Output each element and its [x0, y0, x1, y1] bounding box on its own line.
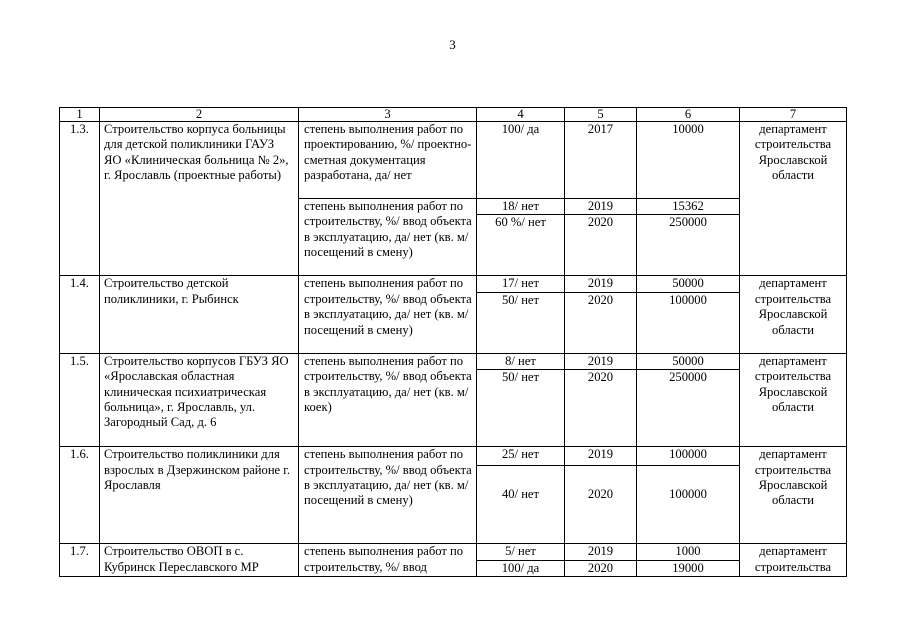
indicator-value: 18/ нет [477, 199, 565, 215]
indicator-amount: 15362 [637, 199, 740, 215]
indicator-amount: 1000 [637, 544, 740, 560]
row-number: 1.5. [60, 353, 100, 446]
column-header: 6 [637, 108, 740, 122]
responsible-dept: департамент строительства [740, 544, 847, 577]
indicator-year: 2020 [565, 215, 637, 276]
indicator-value: 17/ нет [477, 276, 565, 292]
indicator-value: 50/ нет [477, 370, 565, 447]
indicator-amount: 19000 [637, 560, 740, 576]
row-number: 1.4. [60, 276, 100, 353]
indicator-year: 2019 [565, 544, 637, 560]
indicator-value: 8/ нет [477, 353, 565, 369]
indicator-text: степень выполнения работ по строительству, %/ ввод объекта в эксплуатацию, да/ нет (кв. м/ посещений в смену) [299, 447, 477, 544]
table-row [60, 353, 847, 369]
indicator-year: 2020 [565, 560, 637, 576]
page-number: 3 [449, 37, 456, 52]
indicator-value: 40/ нет [477, 466, 565, 544]
indicator-year: 2019 [565, 353, 637, 369]
indicator-amount: 100000 [637, 447, 740, 466]
indicator-amount: 250000 [637, 370, 740, 447]
table-row [60, 122, 847, 199]
program-table [59, 107, 847, 577]
table-row [60, 447, 847, 466]
object-name: Строительство детской поликлиники, г. Рыбинск [100, 276, 299, 353]
indicator-amount: 50000 [637, 353, 740, 369]
column-header: 1 [60, 108, 100, 122]
indicator-year: 2017 [565, 122, 637, 199]
column-header: 3 [299, 108, 477, 122]
indicator-year: 2019 [565, 199, 637, 215]
object-name: Строительство поликлиники для взрослых в Дзержинском районе г. Ярославля [100, 447, 299, 544]
indicator-text: степень выполнения работ по строительству, %/ ввод объекта в эксплуатацию, да/ нет (кв. м/ коек) [299, 353, 477, 446]
indicator-text: степень выполнения работ по строительству, %/ ввод объекта в эксплуатацию, да/ нет (кв. м/ посещений в смену) [299, 199, 477, 276]
object-name: Строительство ОВОП в с. Кубринск Переславского МР [100, 544, 299, 577]
indicator-value: 100/ да [477, 560, 565, 576]
indicator-amount: 50000 [637, 276, 740, 292]
indicator-text: степень выполнения работ по проектированию, %/ проектно-сметная документация разработана, да/ нет [299, 122, 477, 199]
column-header: 4 [477, 108, 565, 122]
column-header: 2 [100, 108, 299, 122]
indicator-value: 60 %/ нет [477, 215, 565, 276]
row-number: 1.7. [60, 544, 100, 577]
header-row [60, 108, 847, 122]
indicator-amount: 250000 [637, 215, 740, 276]
indicator-value: 5/ нет [477, 544, 565, 560]
indicator-value: 25/ нет [477, 447, 565, 466]
column-header: 7 [740, 108, 847, 122]
object-name: Строительство корпуса больницы для детской поликлиники ГАУЗ ЯО «Клиническая больница № 2», г. Ярославль (проектные работы) [100, 122, 299, 276]
indicator-year: 2019 [565, 276, 637, 292]
responsible-dept: департамент строительства Ярославской области [740, 122, 847, 276]
responsible-dept: департамент строительства Ярославской области [740, 276, 847, 353]
indicator-year: 2020 [565, 370, 637, 447]
table-row [60, 276, 847, 292]
indicator-amount: 100000 [637, 292, 740, 353]
responsible-dept: департамент строительства Ярославской области [740, 447, 847, 544]
responsible-dept: департамент строительства Ярославской области [740, 353, 847, 446]
object-name: Строительство корпусов ГБУЗ ЯО «Ярославская областная клиническая психиатрическая больница», г. Ярославль, ул. Загородный Сад, д. 6 [100, 353, 299, 446]
indicator-amount: 100000 [637, 466, 740, 544]
row-number: 1.3. [60, 122, 100, 276]
row-number: 1.6. [60, 447, 100, 544]
indicator-text: степень выполнения работ по строительству, %/ ввод [299, 544, 477, 577]
indicator-year: 2019 [565, 447, 637, 466]
indicator-value: 100/ да [477, 122, 565, 199]
table-row [60, 544, 847, 560]
column-header: 5 [565, 108, 637, 122]
indicator-year: 2020 [565, 466, 637, 544]
indicator-text: степень выполнения работ по строительству, %/ ввод объекта в эксплуатацию, да/ нет (кв. м/ посещений в смену) [299, 276, 477, 353]
indicator-year: 2020 [565, 292, 637, 353]
indicator-value: 50/ нет [477, 292, 565, 353]
indicator-amount: 10000 [637, 122, 740, 199]
